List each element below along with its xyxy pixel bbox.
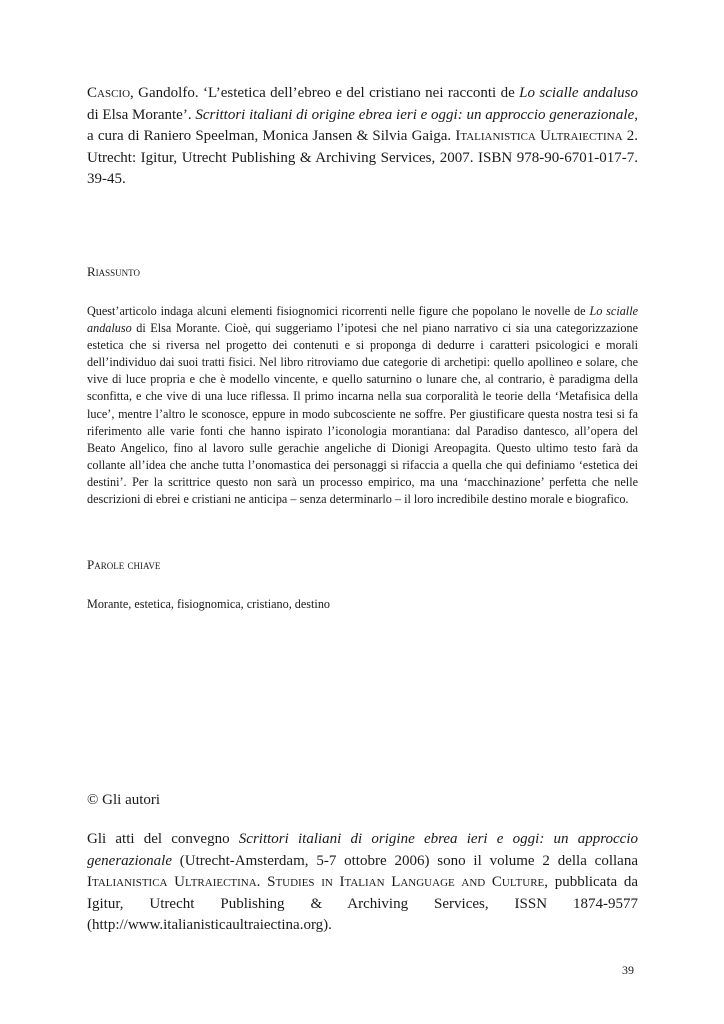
citation-editors: , a cura di Raniero Speelman, Monica Jansen & Silvia Gaiga. — [87, 106, 638, 144]
citation-after-work: di Elsa Morante’. — [87, 106, 196, 123]
riassunto-text-after: di Elsa Morante. Cioè, qui suggeriamo l’ipotesi che nel piano narrativo ci sia una categorizzazione estetica che si riversa nel progetto dei contenuti e si proponga di dedurre i caratteri psicologici e morali dell’individuo dai suoi tratti fisici. Nel libro ritroviamo due categorie di archetipi: quello apollineo e solare, che vive di luce propria e che è modello vincente, e quello saturnino o lunare che, al contrario, è paradigma della sconfitta, e che vive di una luce riflessa. Il primo incarna nella sua corporalità le teorie della ‘Metafisica della luce’, mentre l’altro le sconosce, eppure in modo subcosciente ne soffre. Per giustificare questa nostra tesi si fa riferimento alle varie fonti che hanno ispirato l’iconologia morantiana: dal Paradiso dantesco, all’opera del Beato Angelico, fino al lavoro sulle gerachie angeliche di Dionigi Areopagita. Questo ultimo testo farà da collante all’idea che anche tutta l’onomastica dei personaggi si rifaccia a quella che qui definiamo ‘estetica dei destini’. Per la scrittrice questo non sarà un processo empirico, ma una ‘macchinazione’ perfetta che nelle descrizioni di ebrei e cristiani ne anticipa – senza determinarlo – il loro incredibile destino morale e biografico. — [87, 321, 638, 507]
citation-paragraph — [87, 83, 638, 191]
citation-volume-title: Scrittori italiani di origine ebrea ieri e oggi: un approccio generazionale — [195, 106, 635, 123]
citation-publication: 2. Utrecht: Igitur, Utrecht Publishing & Archiving Services, 2007. ISBN 978-90-6701-017-7. 39-45. — [87, 128, 638, 187]
parole-chiave-heading: Parole chiave — [87, 557, 161, 572]
note-text-2: (Utrecht-Amsterdam, 5-7 ottobre 2006) sono il volume 2 della collana — [171, 852, 638, 869]
citation-author-rest: , Gandolfo. ‘L’estetica dell’ebreo e del cristiano nei racconti de — [130, 85, 520, 101]
note-title-italic: Scrittori italiani di origine ebrea ieri e oggi: un approccio generazionale — [87, 831, 638, 869]
citation-work-title: Lo scialle andaluso — [519, 85, 638, 101]
note-text-3: , pubblicata da Igitur, Utrecht Publishing & Archiving Services, ISSN 1874-9577 (http://www.italianisticaultraiectina.org). — [87, 874, 638, 933]
copyright-line: © Gli autori — [87, 792, 161, 808]
citation-author-surname: Cascio — [87, 85, 131, 101]
note-series: Italianistica Ultraiectina. Studies in Italian Language and Culture — [87, 874, 545, 890]
riassunto-text-before: Quest’articolo indaga alcuni elementi fisiognomici ricorrenti nelle figure che popolano le novelle de — [87, 304, 590, 318]
riassunto-title-italic: Lo scialle andaluso — [87, 304, 638, 336]
citation-series: Italianistica Ultraiectina — [455, 128, 623, 144]
riassunto-paragraph — [87, 303, 638, 508]
page-number: 39 — [622, 963, 634, 977]
conference-note — [87, 829, 638, 937]
riassunto-heading: Riassunto — [87, 264, 141, 279]
note-text-1: Gli atti del convegno — [87, 831, 239, 847]
parole-chiave-text: Morante, estetica, fisiognomica, cristiano, destino — [87, 597, 331, 611]
